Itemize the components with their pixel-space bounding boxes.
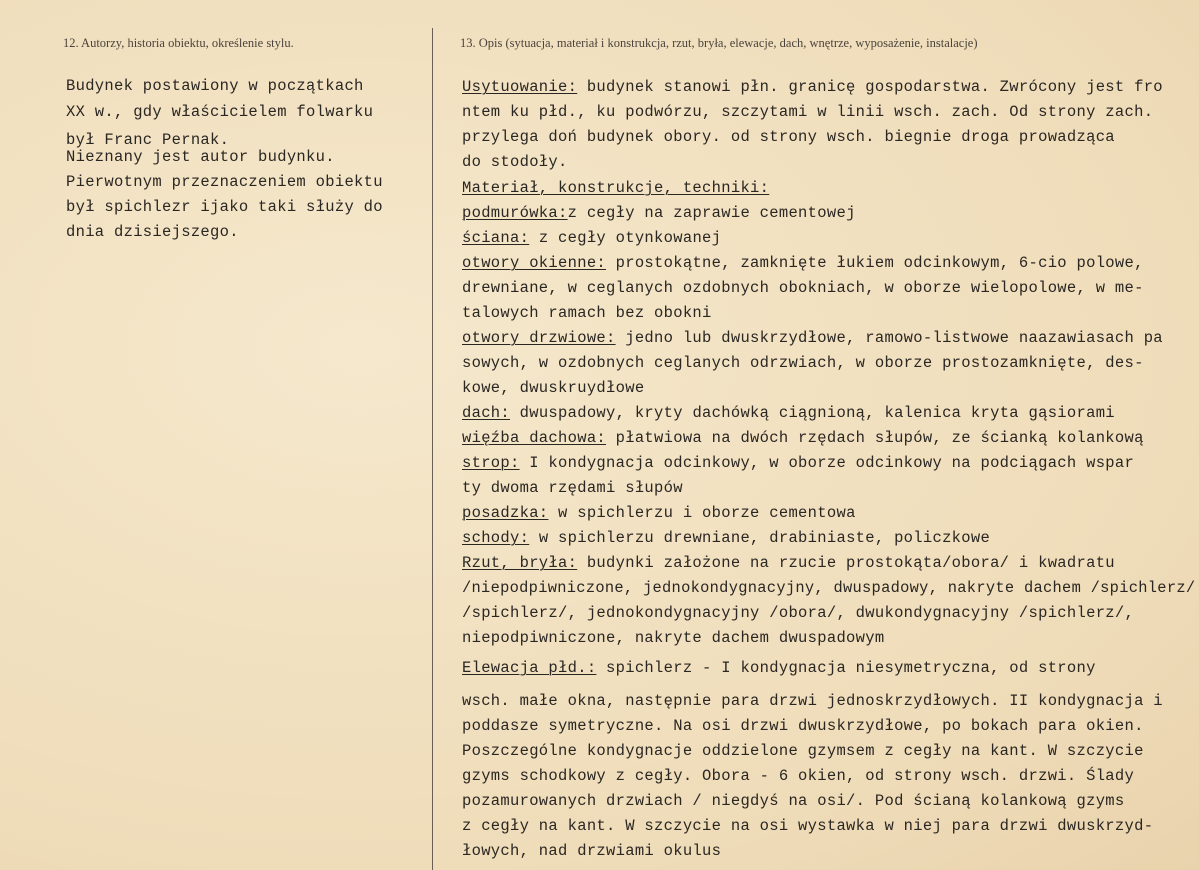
right-line (462, 404, 1115, 422)
field-label: Elewacja płd.: (462, 659, 597, 677)
field-label: strop: (462, 454, 520, 472)
right-line (462, 817, 1153, 835)
column-divider (432, 28, 433, 870)
right-line (462, 717, 1144, 735)
right-line (462, 659, 1096, 677)
right-line (462, 153, 568, 171)
field-label: otwory drzwiowe: (462, 329, 616, 347)
right-line (462, 279, 1144, 297)
field-label: Materiał, konstrukcje, techniki: (462, 179, 770, 197)
field-text: poddasze symetryczne. Na osi drzwi dwuskrzydłowe, po bokach para okien. (462, 717, 1144, 735)
right-line (462, 204, 856, 222)
right-line (462, 579, 1195, 597)
field-text: budynek stanowi płn. granicę gospodarstwa. Zwrócony jest fro (577, 78, 1163, 96)
field-label: więźba dachowa: (462, 429, 607, 447)
field-label: posadzka: (462, 504, 549, 522)
right-line (462, 329, 1163, 347)
field-text: kowe, dwuskruydłowe (462, 379, 645, 397)
field-text: dwuspadowy, kryty dachówką ciągnioną, kalenica kryta gąsiorami (510, 404, 1115, 422)
right-line (462, 254, 1144, 272)
right-line (462, 379, 644, 397)
right-line (462, 103, 1153, 121)
left-line: dnia dzisiejszego. (66, 223, 239, 241)
right-line (462, 179, 769, 197)
right-line (462, 842, 721, 860)
right-line (462, 742, 1144, 760)
right-line (462, 479, 683, 497)
right-section-heading: 13. Opis (sytuacja, materiał i konstrukcja, rzut, bryła, elewacje, dach, wnętrze, wyposażenie, instalacje) (460, 36, 978, 50)
field-label: dach: (462, 404, 511, 422)
right-line (462, 529, 990, 547)
field-text: przylega doń budynek obory. od strony wsch. biegnie droga prowadząca (462, 128, 1115, 146)
field-text: talowych ramach bez obokni (462, 304, 712, 322)
right-line (462, 554, 1115, 572)
right-line (462, 304, 712, 322)
field-text: gzyms schodkowy z cegły. Obora - 6 okien, od strony wsch. drzwi. Ślady (462, 767, 1135, 785)
left-line: był Franc Pernak. (66, 131, 230, 149)
field-label: Rzut, bryła: (462, 554, 578, 572)
field-text: drewniane, w ceglanych ozdobnych obokniach, w oborze wielopolowe, w me- (462, 279, 1144, 297)
field-text: do stodoły. (462, 153, 568, 171)
left-section-heading: 12. Autorzy, historia obiektu, określenie stylu. (63, 36, 294, 50)
field-text: niepodpiwniczone, nakryte dachem dwuspadowym (462, 629, 885, 647)
field-text: ntem ku płd., ku podwórzu, szczytami w linii wsch. zach. Od strony zach. (462, 103, 1154, 121)
right-line (462, 128, 1115, 146)
field-text: łowych, nad drzwiami okulus (462, 842, 722, 860)
field-text: wsch. małe okna, następnie para drzwi jednoskrzydłowych. II kondygnacja i (462, 692, 1163, 710)
field-text: /spichlerz/, jednokondygnacyjny /obora/, dwukondygnacyjny /spichlerz/, (462, 604, 1135, 622)
field-text: z cegły na zaprawie cementowej (567, 204, 856, 222)
right-line (462, 78, 1163, 96)
right-line (462, 604, 1134, 622)
field-label: podmurówka: (462, 204, 568, 222)
field-text: I kondygnacja odcinkowy, w oborze odcinkowy na podciągach wspar (519, 454, 1135, 472)
field-text: pozamurowanych drzwiach / niegdyś na osi/. Pod ścianą kolankową gzyms (462, 792, 1125, 810)
field-text: ty dwoma rzędami słupów (462, 479, 683, 497)
field-text: z cegły otynkowanej (529, 229, 722, 247)
field-text: prostokątne, zamknięte łukiem odcinkowym, 6-cio polowe, (606, 254, 1144, 272)
left-line: Nieznany jest autor budynku. (66, 148, 335, 166)
right-line (462, 454, 1134, 472)
right-line (462, 767, 1134, 785)
field-text: spichlerz - I kondygnacja niesymetryczna, od strony (596, 659, 1096, 677)
field-label: ściana: (462, 229, 530, 247)
field-text: Poszczególne kondygnacje oddzielone gzymsem z cegły na kant. W szczycie (462, 742, 1144, 760)
right-line (462, 504, 856, 522)
left-line: był spichlezr ijako taki służy do (66, 198, 383, 216)
field-text: sowych, w ozdobnych ceglanych odrzwiach, w oborze prostozamknięte, des- (462, 354, 1144, 372)
right-line (462, 229, 721, 247)
field-text: /niepodpiwniczone, jednokondygnacyjny, dwuspadowy, nakryte dachem /spichlerz/ (462, 579, 1196, 597)
field-text: budynki założone na rzucie prostokąta/obora/ i kwadratu (577, 554, 1115, 572)
right-line (462, 792, 1125, 810)
field-text: w spichlerzu drewniane, drabiniaste, policzkowe (529, 529, 991, 547)
field-label: Usytuowanie: (462, 78, 578, 96)
field-label: otwory okienne: (462, 254, 607, 272)
right-line (462, 629, 884, 647)
field-label: schody: (462, 529, 530, 547)
right-line (462, 429, 1144, 447)
field-text: z cegły na kant. W szczycie na osi wystawka w niej para drzwi dwuskrzyd- (462, 817, 1154, 835)
left-line: Budynek postawiony w początkach (66, 77, 364, 95)
left-line: XX w., gdy właścicielem folwarku (66, 103, 374, 121)
right-line (462, 354, 1144, 372)
right-line (462, 692, 1163, 710)
field-text: w spichlerzu i oborze cementowa (548, 504, 856, 522)
left-line: Pierwotnym przeznaczeniem obiektu (66, 173, 383, 191)
field-text: jedno lub dwuskrzydłowe, ramowo-listwowe naazawiasach pa (615, 329, 1163, 347)
field-text: płatwiowa na dwóch rzędach słupów, ze ścianką kolankową (606, 429, 1144, 447)
